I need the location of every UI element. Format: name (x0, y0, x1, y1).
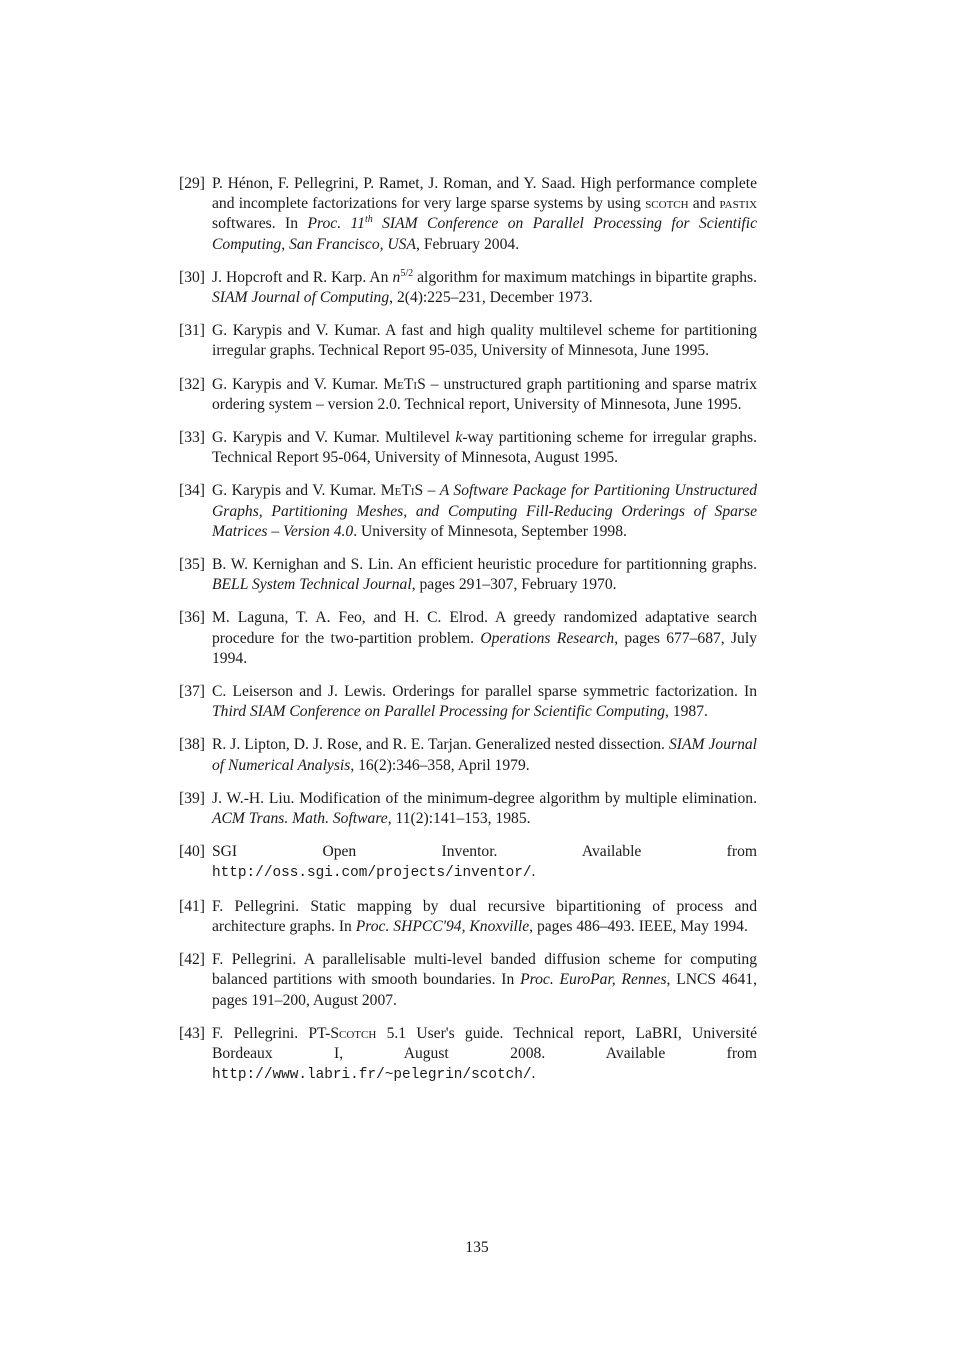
reference-41: [41] F. Pellegrini. Static mapping by dual recursive bipartitioning of process and architecture graphs. In Proc. SHPCC'94, Knoxville, pages 486–493. IEEE, May 1994. (179, 897, 757, 935)
reference-number: [29] (179, 175, 205, 192)
reference-number: [40] (179, 843, 205, 861)
reference-40: [40] SGI Open Inventor. Available from http://oss.sgi.com/projects/inventor/. (179, 843, 757, 882)
reference-32: [32] G. Karypis and V. Kumar. MeTiS – unstructured graph partitioning and sparse matrix ordering system – version 2.0. Technical report, University of Minnesota, June 1995. (179, 375, 757, 413)
reference-number: [37] (179, 683, 205, 701)
bibliography-list (179, 174, 757, 1098)
reference-number: [39] (179, 789, 205, 807)
reference-url-link[interactable]: http://www.labri.fr/~pelegrin/scotch/ (212, 1067, 532, 1084)
reference-number: [32] (179, 375, 205, 393)
reference-36: [36] M. Laguna, T. A. Feo, and H. C. Elrod. A greedy randomized adaptative search procedure for the two-partition problem. Operations Research, pages 677–687, July 1994. (179, 609, 757, 667)
reference-43: [43] F. Pellegrini. PT-Scotch 5.1 User's guide. Technical report, LaBRI, Université Bordeaux I, August 2008. Available from http://www.labri.fr/~pelegrin/scotch/. (179, 1024, 758, 1084)
reference-42: [42] F. Pellegrini. A parallelisable multi-level banded diffusion scheme for computing balanced partitions with smooth boundaries. In Proc. EuroPar, Rennes, LNCS 4641, pages 191–200, August 2007. (179, 951, 757, 1009)
reference-number: [38] (179, 736, 205, 754)
reference-number: [42] (179, 951, 205, 969)
reference-39: [39] J. W.-H. Liu. Modification of the minimum-degree algorithm by multiple elimination. ACM Trans. Math. Software, 11(2):141–153, 1985. (179, 789, 757, 828)
reference-number: [31] (179, 322, 205, 340)
page-number: 135 (465, 1239, 489, 1256)
reference-38: [38] R. J. Lipton, D. J. Rose, and R. E. Tarjan. Generalized nested dissection. SIAM Journal of Numerical Analysis, 16(2):346–358, April 1979. (179, 736, 757, 774)
reference-url-link[interactable]: http://oss.sgi.com/projects/inventor/ (212, 865, 532, 882)
reference-30: [30] J. Hopcroft and R. Karp. An $n^{5/2}$ algorithm for maximum matchings in bipartite graphs. SIAM Journal of Computing, 2(4):225–231, December 1973. (179, 267, 757, 307)
reference-29: [29] P. Hénon, F. Pellegrini, P. Ramet, J. Roman, and Y. Saad. High performance complete and incomplete factorizations for very large sparse systems by using scotch and pastix softwares. In Proc. 11th SIAM Conference on Parallel Processing for Scientific Computing, San Francisco, USA, February 2004. (179, 175, 758, 253)
reference-number: [30] (179, 268, 205, 286)
reference-33: [33] G. Karypis and V. Kumar. Multilevel k-way partitioning scheme for irregular graphs. Technical Report 95-064, University of Minnesota, August 1995. (179, 429, 757, 467)
reference-34: [34] G. Karypis and V. Kumar. MeTiS – A Software Package for Partitioning Unstructured Graphs, Partitioning Meshes, and Computing Fill-Reducing Orderings of Sparse Matrices – Version 4.0. University of Minnesota, September 1998. (179, 482, 757, 540)
reference-number: [41] (179, 897, 205, 915)
reference-31: [31] G. Karypis and V. Kumar. A fast and high quality multilevel scheme for partitioning irregular graphs. Technical Report 95-035, University of Minnesota, June 1995. (179, 322, 757, 360)
reference-number: [36] (179, 609, 205, 627)
reference-number: [33] (179, 429, 205, 447)
reference-number: [34] (179, 482, 205, 500)
reference-35: [35] B. W. Kernighan and S. Lin. An efficient heuristic procedure for partitionning graphs. BELL System Technical Journal, pages 291–307, February 1970. (179, 556, 757, 594)
reference-number: [35] (179, 556, 205, 574)
reference-number: [43] (179, 1024, 205, 1042)
reference-37: [37] C. Leiserson and J. Lewis. Orderings for parallel sparse symmetric factorization. In Third SIAM Conference on Parallel Processing for Scientific Computing, 1987. (179, 683, 757, 721)
